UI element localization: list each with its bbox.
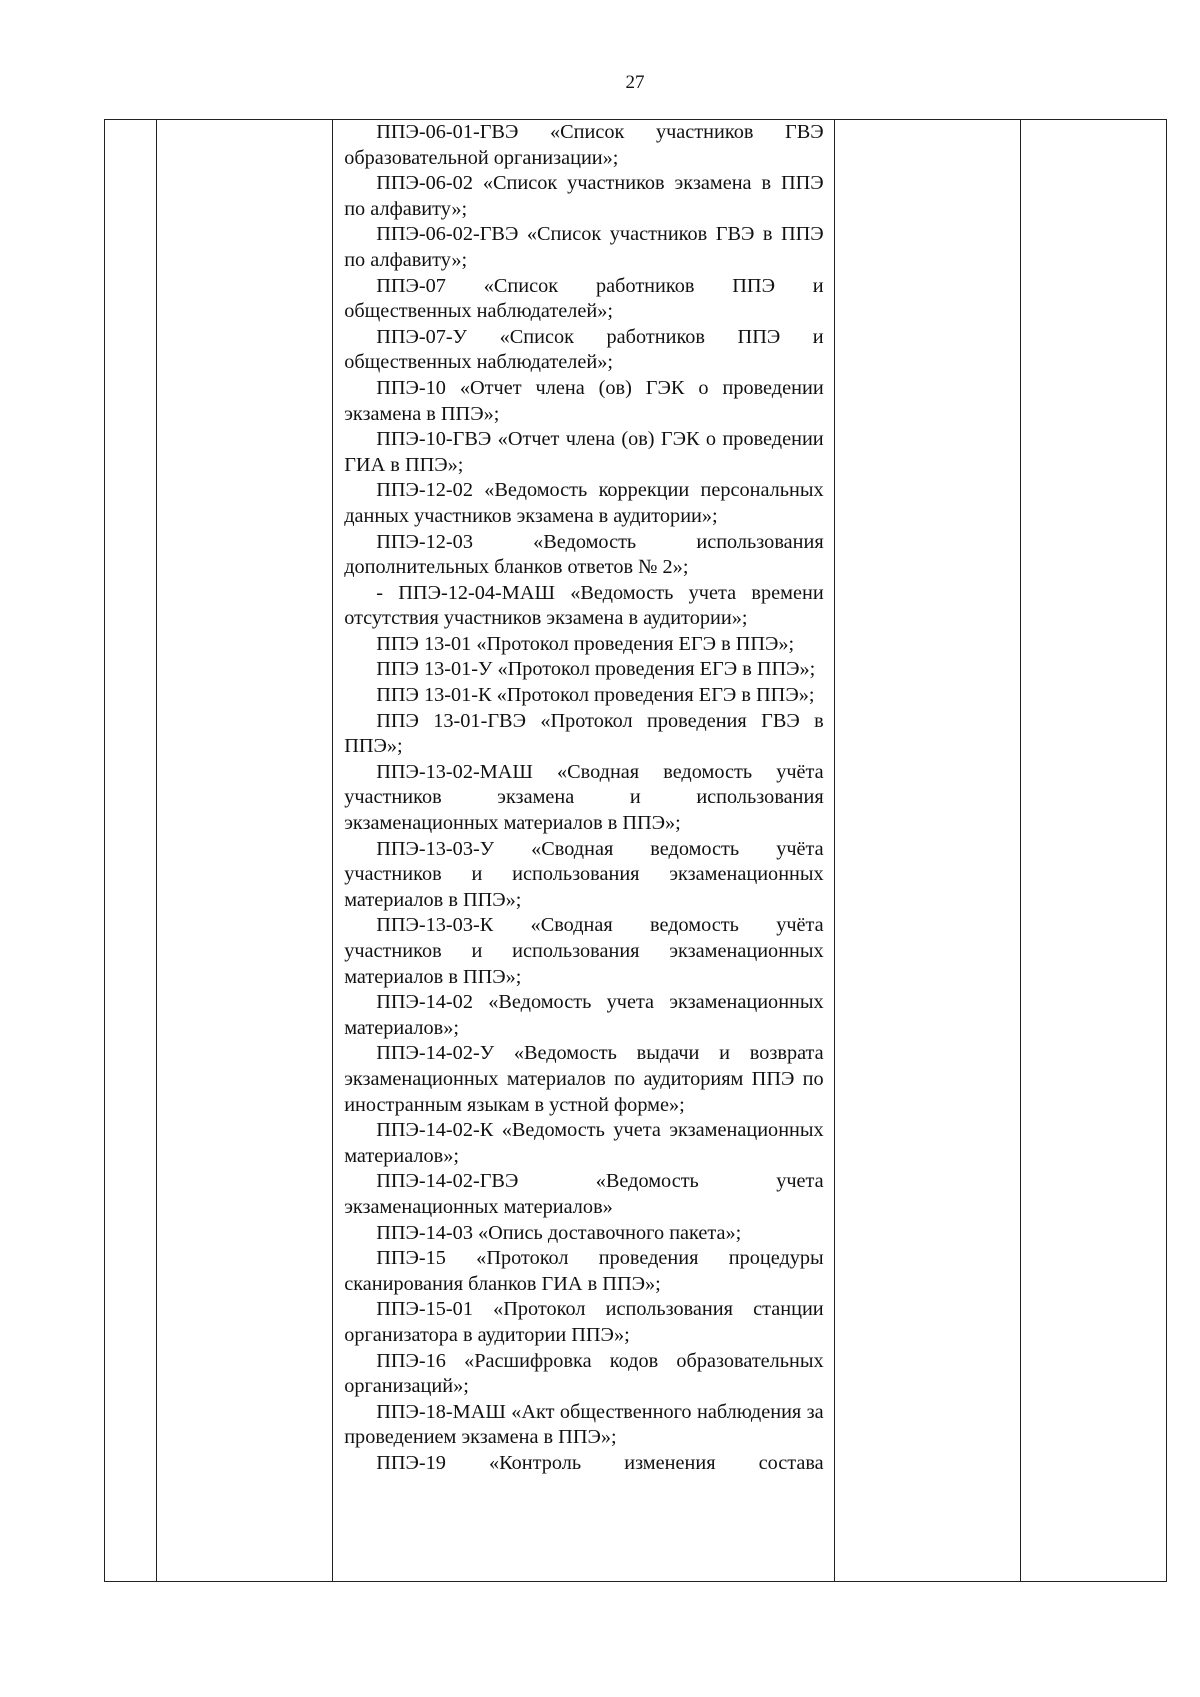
list-item: ППЭ-07 «Список работников ППЭ и общественных наблюдателей»;: [344, 274, 824, 323]
list-item: ППЭ-12-02 «Ведомость коррекции персональных данных участников экзамена в аудитории»;: [344, 479, 824, 527]
list-item: ППЭ-13-02-МАШ «Сводная ведомость учёта участников экзамена и использования экзаменационных материалов в ППЭ»;: [344, 760, 824, 835]
list-item: ППЭ-18-МАШ «Акт общественного наблюдения за проведением экзамена в ППЭ»;: [344, 1400, 824, 1449]
list-item: ППЭ-14-02-ГВЭ «Ведомость учета экзаменационных материалов»: [344, 1170, 824, 1218]
list-item: ППЭ-12-03 «Ведомость использования дополнительных бланков ответов № 2»;: [344, 530, 824, 579]
table-cell-responsible: [834, 120, 1020, 1582]
list-item: ППЭ-13-03-У «Сводная ведомость учёта участников и использования экзаменационных материалов в ППЭ»;: [344, 837, 824, 911]
page-number: 27: [625, 72, 645, 93]
list-item: ППЭ-15-01 «Протокол использования станции организатора в аудитории ППЭ»;: [344, 1298, 824, 1346]
list-item: ППЭ 13-01-ГВЭ «Протокол проведения ГВЭ в ППЭ»;: [344, 709, 824, 758]
list-item: ППЭ 13-01-К «Протокол проведения ЕГЭ в ППЭ»;: [376, 684, 815, 707]
list-item: ППЭ-07-У «Список работников ППЭ и общественных наблюдателей»;: [344, 325, 824, 374]
table-row: [105, 120, 1167, 1582]
list-item: ППЭ-10-ГВЭ «Отчет члена (ов) ГЭК о проведении ГИА в ППЭ»;: [344, 428, 824, 476]
list-item: ППЭ-06-02-ГВЭ «Список участников ГВЭ в ППЭ по алфавиту»;: [344, 223, 824, 271]
list-item: ППЭ-14-02-У «Ведомость выдачи и возврата экзаменационных материалов по аудиториям ППЭ по иностранным языкам в устной форме»;: [344, 1042, 824, 1116]
list-item: ППЭ-14-02 «Ведомость учета экзаменационных материалов»;: [344, 991, 824, 1039]
list-item: ППЭ-16 «Расшифровка кодов образовательных организаций»;: [344, 1349, 824, 1398]
list-item: ППЭ-10 «Отчет члена (ов) ГЭК о проведении экзамена в ППЭ»;: [344, 376, 824, 425]
list-item: ППЭ-06-01-ГВЭ «Список участников ГВЭ образовательной организации»;: [344, 121, 824, 169]
document-table: [104, 119, 1167, 1582]
list-item: ППЭ-06-02 «Список участников экзамена в ППЭ по алфавиту»;: [344, 172, 824, 220]
list-item: ППЭ-15 «Протокол проведения процедуры сканирования бланков ГИА в ППЭ»;: [344, 1247, 824, 1295]
list-item: ППЭ 13-01-У «Протокол проведения ЕГЭ в ППЭ»;: [376, 658, 816, 681]
list-item: ППЭ-14-03 «Опись доставочного пакета»;: [376, 1221, 742, 1244]
document-list: [333, 120, 833, 1476]
table-cell-documents: [333, 120, 834, 1582]
list-item: ППЭ 13-01 «Протокол проведения ЕГЭ в ППЭ»;: [376, 632, 795, 655]
table-cell-number: [105, 120, 157, 1582]
table-cell-stage: [157, 120, 333, 1582]
list-item: - ППЭ-12-04-МАШ «Ведомость учета времени отсутствия участников экзамена в аудитории»;: [344, 581, 824, 630]
list-item: ППЭ-19 «Контроль изменения состава: [376, 1451, 824, 1474]
list-item: ППЭ-14-02-К «Ведомость учета экзаменационных материалов»;: [344, 1119, 824, 1167]
table-cell-note: [1020, 120, 1166, 1582]
list-item: ППЭ-13-03-К «Сводная ведомость учёта участников и использования экзаменационных материалов в ППЭ»;: [344, 914, 824, 988]
